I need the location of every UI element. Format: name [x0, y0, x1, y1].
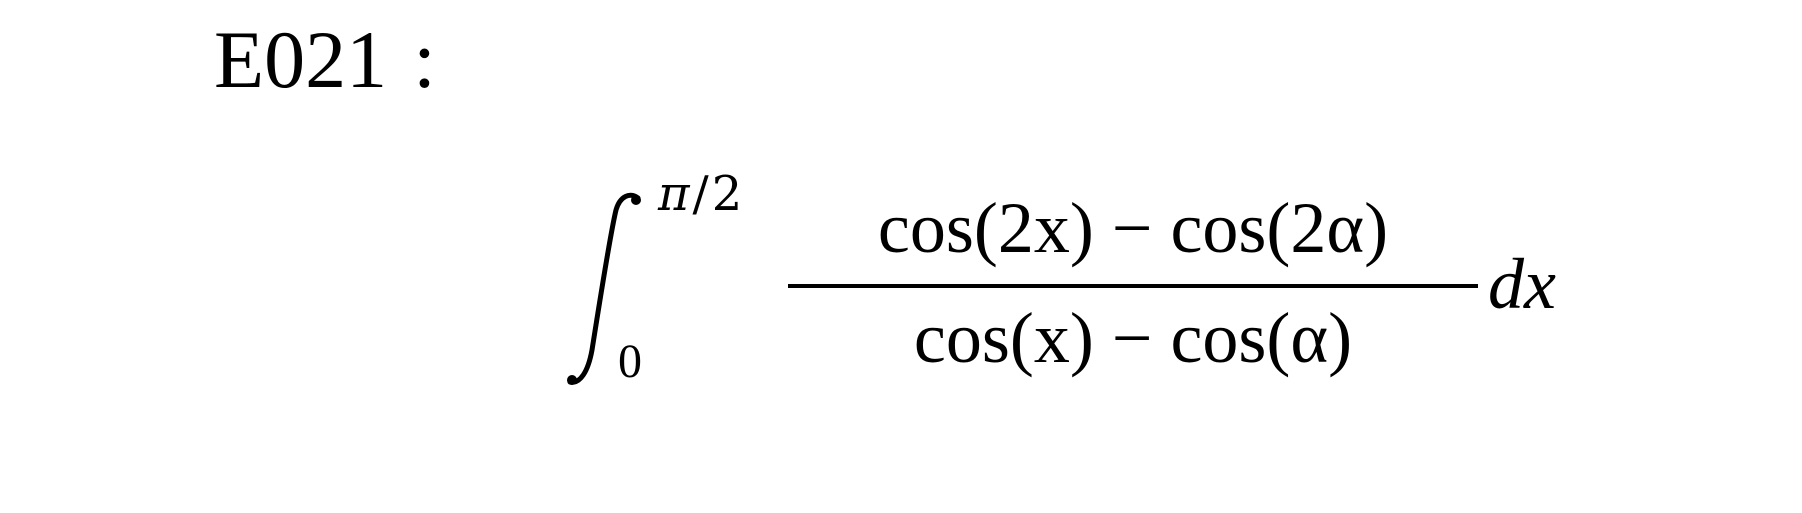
upper-limit-pi: π: [658, 166, 690, 222]
lower-limit: 0: [618, 335, 642, 388]
upper-limit: [658, 166, 742, 222]
numerator: cos(2x) − cos(2α): [877, 188, 1389, 268]
differential: dx: [1488, 244, 1556, 324]
problem-id: E021: [214, 14, 388, 105]
problem-separator: :: [413, 14, 436, 105]
upper-limit-slash: /: [692, 166, 709, 222]
problem-label: [214, 10, 436, 110]
upper-limit-two: 2: [711, 166, 743, 222]
denominator: cos(x) − cos(α): [913, 298, 1353, 378]
integral-formula: [560, 150, 1570, 410]
fraction-bar: [788, 284, 1478, 288]
